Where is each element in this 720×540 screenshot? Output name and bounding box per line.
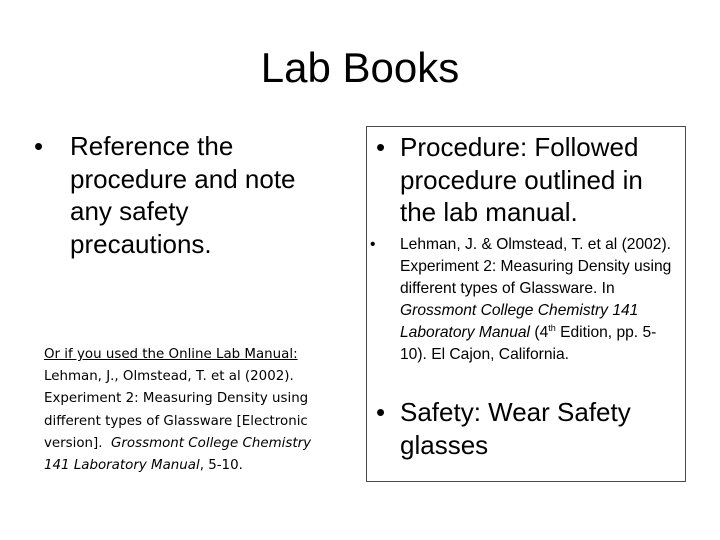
bullet-marker: • <box>376 397 386 427</box>
slide-title: Lab Books <box>260 44 460 91</box>
note-line: different types of Glassware [Electronic <box>44 413 308 429</box>
citation-book-title: Grossmont College Chemistry 141 Laboratory Manual <box>400 302 639 341</box>
note-heading[interactable]: Or if you used the Online Lab Manual: <box>44 347 298 362</box>
note-line: Lehman, J., Olmstead, T. et al (2002). <box>44 369 294 385</box>
procedure-text: Procedure: Followed procedure outlined in the lab manual. <box>400 132 643 227</box>
online-manual-note <box>44 344 344 477</box>
procedure-bullet <box>376 131 682 229</box>
left-column <box>34 130 329 260</box>
safety-bullet <box>376 396 682 461</box>
note-book-title: 141 Laboratory Manual <box>44 458 200 474</box>
note-line-text: , 5-10. <box>199 458 243 474</box>
note-line-text: version]. <box>44 435 103 451</box>
citation-part: Lehman, J. & Olmstead, T. et al (2002). Experiment 2: Measuring Density using different types of Glassware. In <box>400 236 672 297</box>
note-book-title: Grossmont College Chemistry <box>111 435 312 451</box>
left-bullet-text: Reference the procedure and note any safety precautions. <box>70 131 296 259</box>
citation-edition: (4 <box>534 324 549 341</box>
note-line <box>44 433 344 455</box>
bullet-marker: • <box>370 236 376 253</box>
safety-text: Safety: Wear Safety glasses <box>400 397 631 460</box>
note-line <box>44 455 344 477</box>
citation-edition-sup: th <box>548 322 556 333</box>
bullet-marker: • <box>376 132 386 162</box>
note-line: Experiment 2: Measuring Density using <box>44 391 309 407</box>
citation-text <box>400 234 682 366</box>
left-bullet-item <box>34 130 329 260</box>
bullet-marker: • <box>34 131 44 161</box>
citation-part: Edition, pp. 5-10). El Cajon, California. <box>400 324 657 363</box>
citation-bullet <box>370 234 682 366</box>
